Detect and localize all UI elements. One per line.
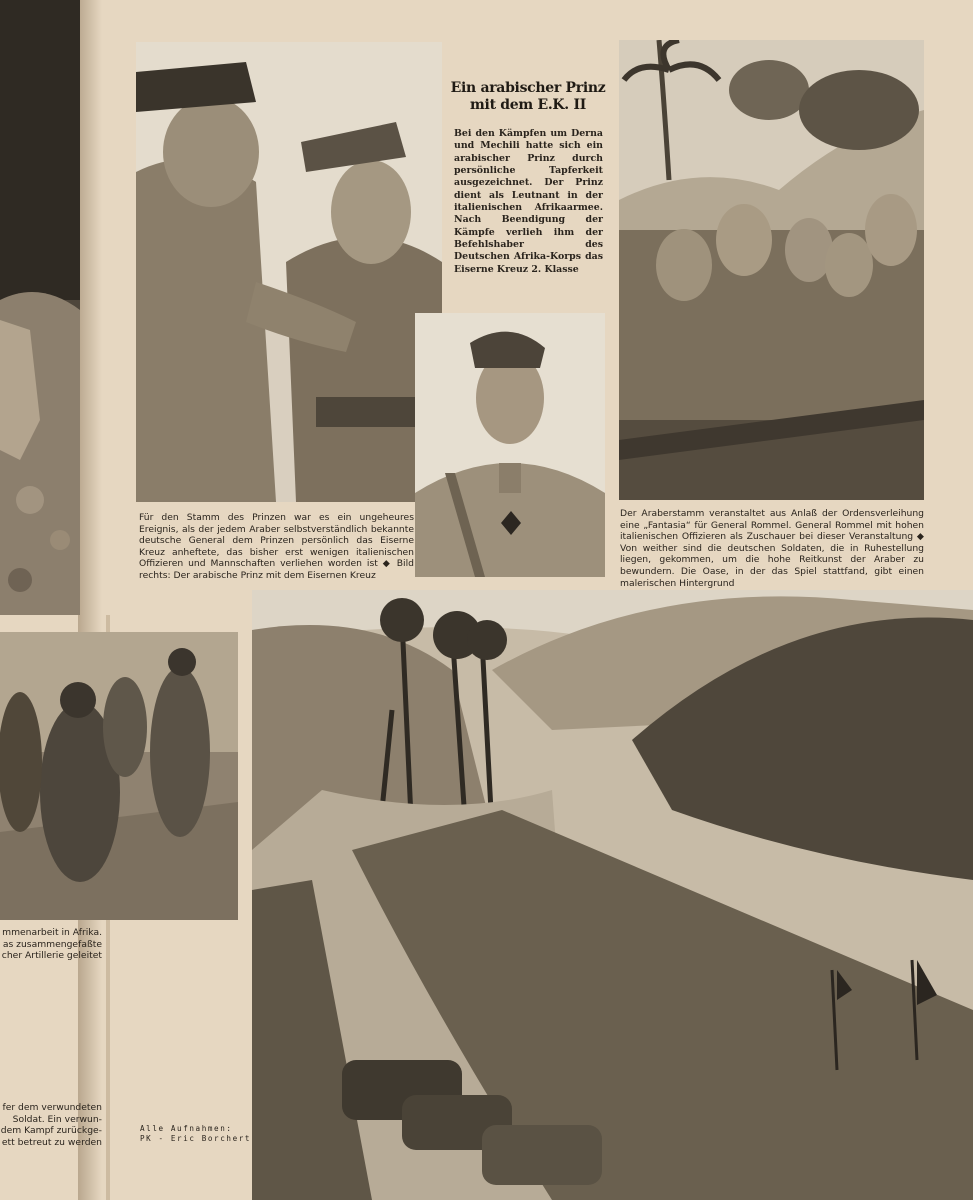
fragment-line: mmenarbeit in Afrika.: [2, 927, 102, 938]
fragment-line: as zusammengefaßte: [2, 938, 102, 950]
fragment-line: cher Artillerie geleitet: [1, 950, 102, 962]
article-intro-text: [454, 128, 603, 276]
photo-credit: [140, 1124, 255, 1144]
fragment-line: ett betreut zu werden: [1, 1136, 102, 1148]
caption-prince-text: Für den Stamm des Prinzen war es ein ungeheures Ereignis, als der jedem Araber selbstverständlich bekannte deutsche General dem Prinzen persönlich das Eiserne Kreuz anheftete, das bisher erst wenigen italienischen Offizieren und Mannschaften verliehen worden ist ◆ Bild rechts: Der arabische Prinz mit dem Eisernen Kreuz: [139, 512, 414, 581]
photo-left-soldiers-binoculars: [0, 632, 238, 920]
article-title-line2: mit dem E.K. II: [470, 97, 586, 113]
article-title: [448, 80, 608, 114]
article-title-line1: Ein arabischer Prinz: [450, 80, 606, 96]
photo-credit-line2: PK - Eric Borchert: [140, 1134, 252, 1143]
caption-prince-ceremony: [139, 512, 414, 582]
left-caption-fragment-upper: [0, 927, 102, 962]
photo-general-pins-cross: [136, 42, 442, 502]
fragment-line: dem Kampf zurückge-: [0, 1125, 102, 1137]
fragment-line: Soldat. Ein verwun-: [12, 1113, 102, 1125]
caption-fantasia-text: Der Araberstamm veranstaltet aus Anlaß der Ordensverleihung eine „Fantasia“ für General Rommel. General Rommel mit hohen italienischen Offizieren als Zuschauer bei dieser Veranstaltung ◆ Von weither sind die deutschen Soldaten, die in Ruhestellung liegen, gekommen, um die hohe Reitkunst der Araber zu bewundern. Die Oase, in der das Spiel stattfand, gibt einen malerischen Hintergrund: [620, 508, 924, 589]
article-intro: Bei den Kämpfen um Derna und Mechili hatte sich ein arabischer Prinz durch persönliche Tapferkeit ausgezeichnet. Der Prinz dient als Leutnant in der italienischen Afrikaarmee. Nach Beendigung der Kämpfe verlieh ihm der Befehlshaber des Deutschen Afrika-Korps das Eiserne Kreuz 2. Klasse: [454, 128, 603, 275]
photo-prince-portrait: [415, 313, 605, 577]
photo-rommel-officers: [619, 40, 924, 500]
photo-oasis-fantasia-crowd: [252, 590, 973, 1200]
page-gutter-shadow: [78, 0, 102, 1200]
photo-credit-line1: Alle Aufnahmen:: [140, 1124, 233, 1133]
photo-left-edge-cave: [0, 0, 80, 615]
caption-fantasia: [620, 508, 924, 589]
fragment-line: fer dem verwundeten: [2, 1102, 102, 1113]
left-caption-fragment-lower: [0, 1102, 102, 1148]
